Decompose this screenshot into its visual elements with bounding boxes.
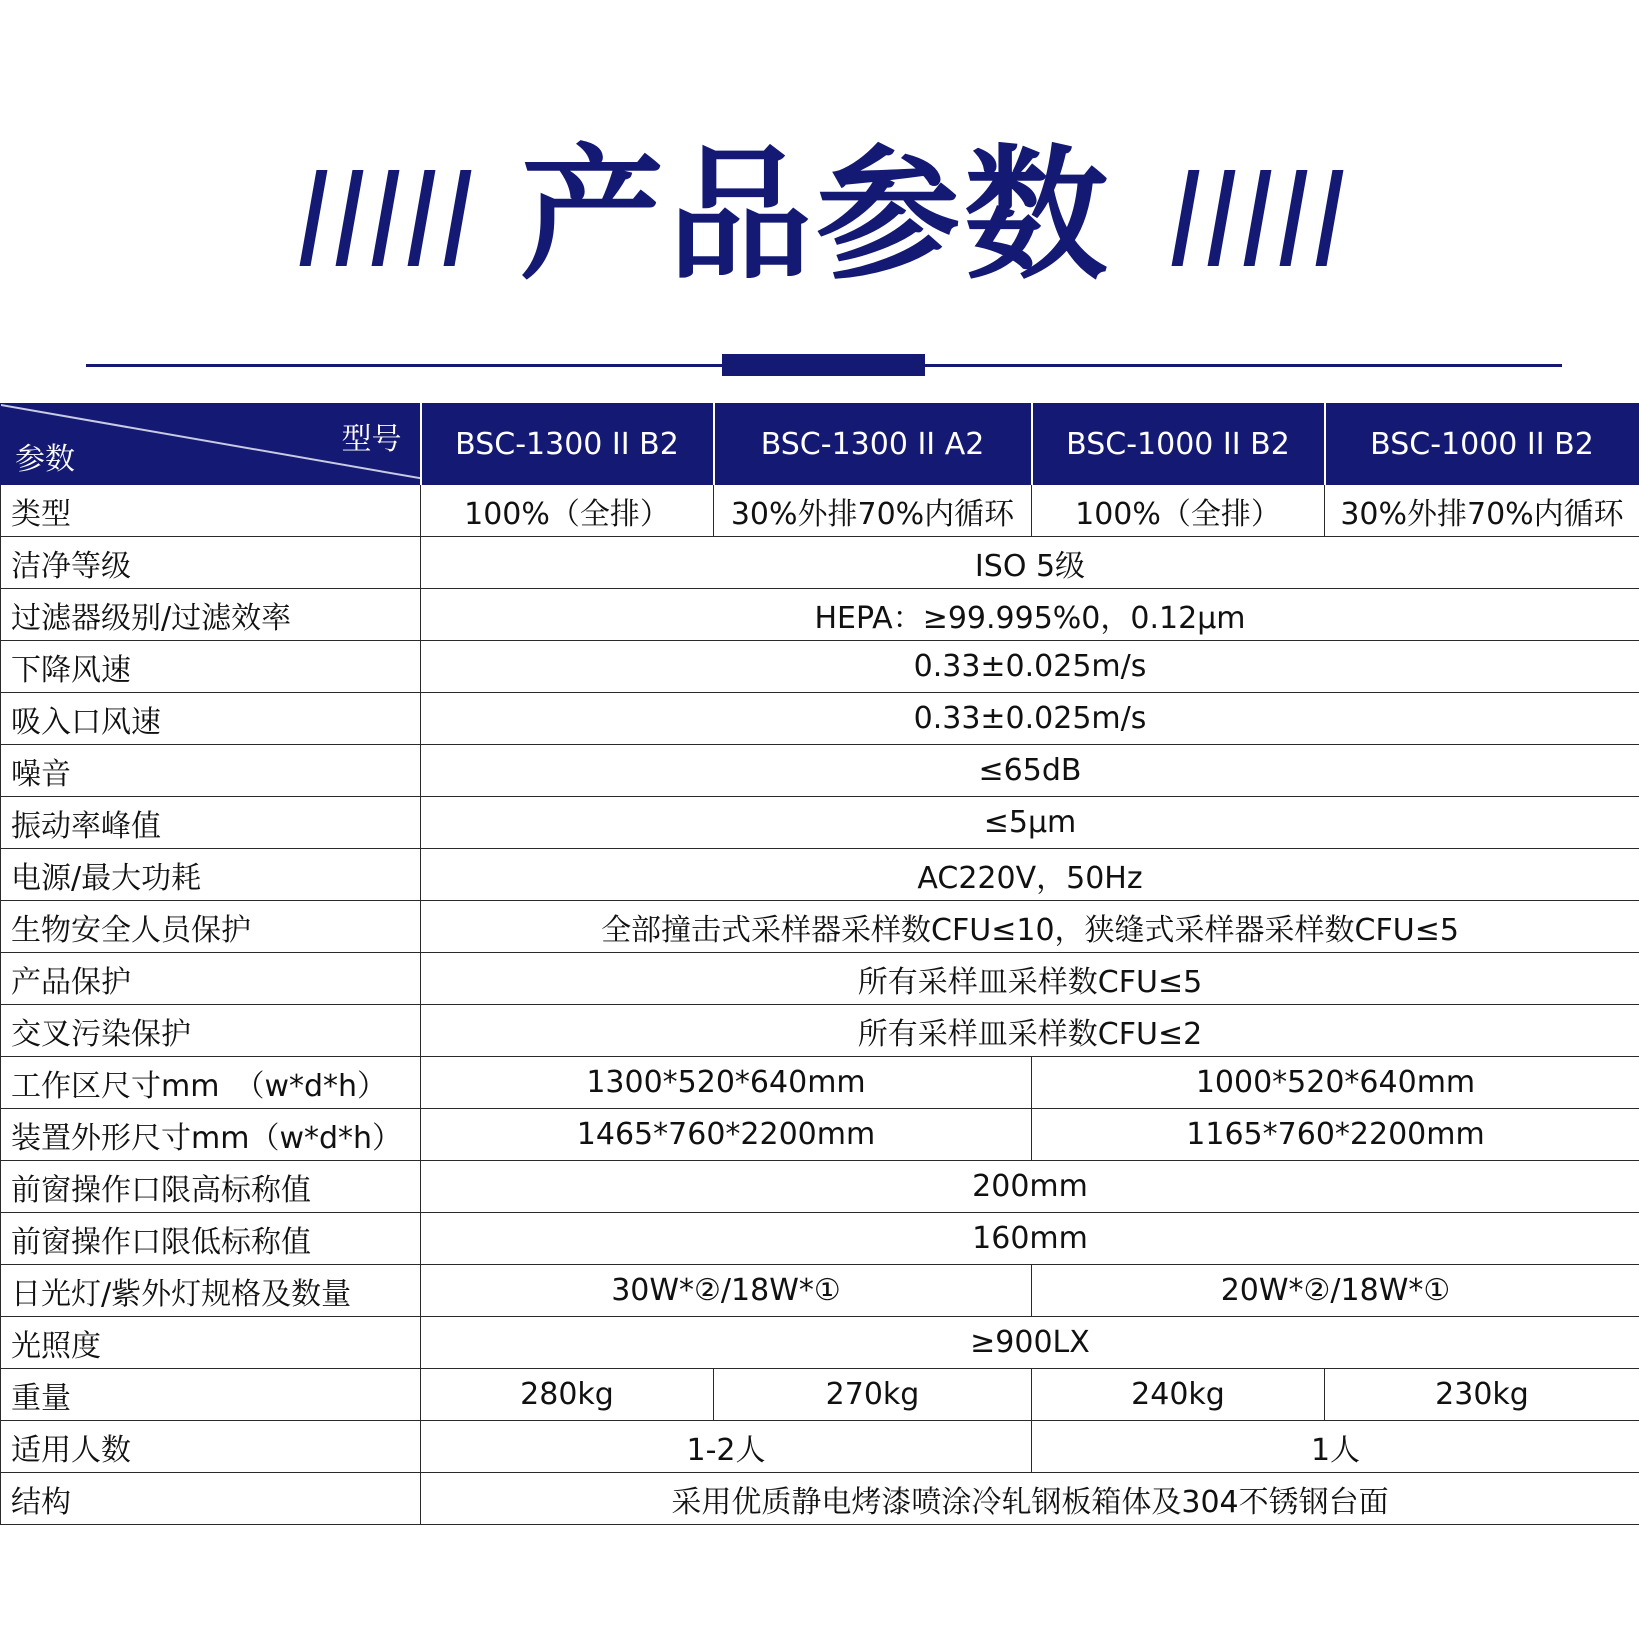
table-row xyxy=(1,1317,1639,1369)
cell-value: 1-2人 xyxy=(421,1421,1032,1473)
table-row xyxy=(1,901,1639,953)
table-row xyxy=(1,641,1639,693)
row-label: 下降风速 xyxy=(1,641,421,693)
row-label: 洁净等级 xyxy=(1,537,421,589)
cell-value: 280kg xyxy=(421,1369,714,1421)
table-header-row xyxy=(1,404,1639,485)
decorative-slashes-left xyxy=(308,170,478,266)
cell-value: 1300*520*640mm xyxy=(421,1057,1032,1109)
cell-value: 全部撞击式采样器采样数CFU≤10，狭缝式采样器采样数CFU≤5 xyxy=(421,901,1639,953)
table-row xyxy=(1,485,1639,537)
cell-value: 160mm xyxy=(421,1213,1639,1265)
cell-value: 1465*760*2200mm xyxy=(421,1109,1032,1161)
cell-value: 采用优质静电烤漆喷涂冷轧钢板箱体及304不锈钢台面 xyxy=(421,1473,1639,1525)
table-row xyxy=(1,537,1639,589)
cell-value: 100%（全排） xyxy=(421,485,714,537)
cell-value: HEPA：≥99.995%0，0.12μm xyxy=(421,589,1639,641)
table-row xyxy=(1,1421,1639,1473)
table-row xyxy=(1,589,1639,641)
row-label: 电源/最大功耗 xyxy=(1,849,421,901)
cell-value: 30%外排70%内循环 xyxy=(714,485,1032,537)
table-row xyxy=(1,1005,1639,1057)
table-row xyxy=(1,1265,1639,1317)
row-label: 生物安全人员保护 xyxy=(1,901,421,953)
cell-value: 30W*②/18W*① xyxy=(421,1265,1032,1317)
table-row xyxy=(1,1213,1639,1265)
row-label: 振动率峰值 xyxy=(1,797,421,849)
table-row xyxy=(1,693,1639,745)
model-header: BSC-1000 II B2 xyxy=(1325,404,1639,485)
cell-value: 230kg xyxy=(1325,1369,1639,1421)
corner-model-label: 型号 xyxy=(341,422,402,457)
cell-value: 200mm xyxy=(421,1161,1639,1213)
row-label: 产品保护 xyxy=(1,953,421,1005)
model-header: BSC-1000 II B2 xyxy=(1032,404,1325,485)
cell-value: 30%外排70%内循环 xyxy=(1325,485,1639,537)
cell-value: ≥900LX xyxy=(421,1317,1639,1369)
table-row xyxy=(1,1161,1639,1213)
cell-value: 270kg xyxy=(714,1369,1032,1421)
cell-value: 100%（全排） xyxy=(1032,485,1325,537)
cell-value: 20W*②/18W*① xyxy=(1032,1265,1639,1317)
cell-value: 0.33±0.025m/s xyxy=(421,693,1639,745)
page-title: 产品参数 xyxy=(520,131,1113,299)
cell-value: ≤5μm xyxy=(421,797,1639,849)
model-header: BSC-1300 II B2 xyxy=(421,404,714,485)
cell-value: ISO 5级 xyxy=(421,537,1639,589)
cell-value: 1165*760*2200mm xyxy=(1032,1109,1639,1161)
row-label: 前窗操作口限低标称值 xyxy=(1,1213,421,1265)
title-block xyxy=(0,130,1639,300)
row-label: 结构 xyxy=(1,1473,421,1525)
cell-value: 1000*520*640mm xyxy=(1032,1057,1639,1109)
row-label: 吸入口风速 xyxy=(1,693,421,745)
spec-table xyxy=(0,403,1639,1525)
table-row xyxy=(1,849,1639,901)
row-label: 适用人数 xyxy=(1,1421,421,1473)
table-row xyxy=(1,745,1639,797)
row-label: 日光灯/紫外灯规格及数量 xyxy=(1,1265,421,1317)
row-label: 光照度 xyxy=(1,1317,421,1369)
row-label: 类型 xyxy=(1,485,421,537)
row-label: 交叉污染保护 xyxy=(1,1005,421,1057)
row-label: 装置外形尺寸mm（w*d*h） xyxy=(1,1109,421,1161)
title-underline-block xyxy=(722,354,925,376)
row-label: 重量 xyxy=(1,1369,421,1421)
row-label: 工作区尺寸mm （w*d*h） xyxy=(1,1057,421,1109)
row-label: 前窗操作口限高标称值 xyxy=(1,1161,421,1213)
table-row xyxy=(1,1057,1639,1109)
table-row xyxy=(1,797,1639,849)
table-row xyxy=(1,1369,1639,1421)
row-label: 过滤器级别/过滤效率 xyxy=(1,589,421,641)
table-row xyxy=(1,1473,1639,1525)
table-row xyxy=(1,1109,1639,1161)
corner-param-label: 参数 xyxy=(15,442,75,477)
cell-value: 所有采样皿采样数CFU≤5 xyxy=(421,953,1639,1005)
cell-value: ≤65dB xyxy=(421,745,1639,797)
corner-cell xyxy=(1,404,421,485)
cell-value: AC220V，50Hz xyxy=(421,849,1639,901)
model-header: BSC-1300 II A2 xyxy=(714,404,1032,485)
cell-value: 240kg xyxy=(1032,1369,1325,1421)
cell-value: 1人 xyxy=(1032,1421,1639,1473)
row-label: 噪音 xyxy=(1,745,421,797)
decorative-slashes-right xyxy=(1180,170,1350,266)
cell-value: 0.33±0.025m/s xyxy=(421,641,1639,693)
table-row xyxy=(1,953,1639,1005)
cell-value: 所有采样皿采样数CFU≤2 xyxy=(421,1005,1639,1057)
